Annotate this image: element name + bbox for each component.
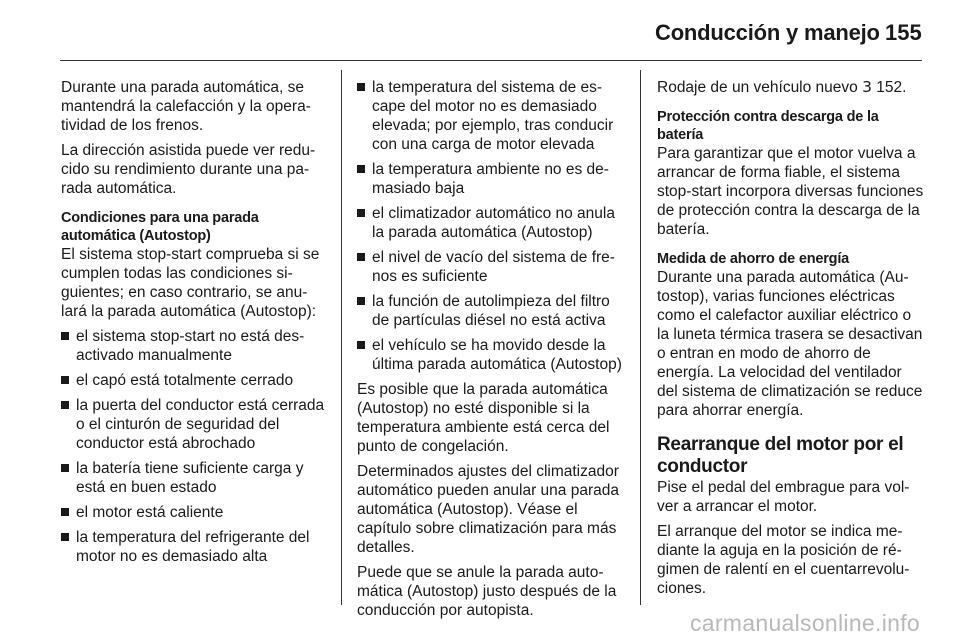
square-bullet-icon xyxy=(357,297,365,305)
list-item-text: la temperatura ambiente no es demasiado baja xyxy=(372,161,609,197)
page-header xyxy=(0,0,960,62)
paragraph: Es posible que la parada automática (Autostop) no esté disponible si la temperatura ambiente está cerca del punto de congelación. xyxy=(357,381,610,455)
list-item-text: el capó está totalmente cerrado xyxy=(76,372,294,389)
page-number: 155 xyxy=(885,20,922,45)
square-bullet-icon xyxy=(357,341,365,349)
square-bullet-icon xyxy=(357,253,365,261)
column-3 xyxy=(657,78,925,604)
list-item-text: el vehículo se ha movido desde la última parada automática (Autostop) xyxy=(372,337,622,373)
paragraph xyxy=(657,78,925,97)
page-reference-arrow-icon[interactable]: 3 xyxy=(862,78,872,96)
section-heading: Medida de ahorro de energía xyxy=(657,251,850,267)
list-item xyxy=(357,292,627,330)
list-item xyxy=(357,204,627,242)
column-divider-2 xyxy=(640,70,641,605)
list-item xyxy=(61,528,327,566)
list-item-text: la puerta del conductor está cerrada o el cinturón de seguridad del conductor está abrochado xyxy=(76,397,325,452)
list-item xyxy=(61,503,327,522)
paragraph: El arranque del motor se indica mediante la aguja en la posición de régimen de ralentí en el cuentarrevoluciones. xyxy=(657,523,910,597)
square-bullet-icon xyxy=(357,209,365,217)
paragraph: Durante una parada automática, se mantendrá la calefacción y la operatividad de los frenos. xyxy=(61,79,311,134)
list-item-text: el sistema stop-start no está desactivado manualmente xyxy=(76,328,305,364)
list-item-text: el motor está caliente xyxy=(76,504,224,521)
square-bullet-icon xyxy=(61,464,69,472)
condition-list-continued xyxy=(357,78,627,374)
header-divider xyxy=(60,60,922,61)
list-item-text: la batería tiene suficiente carga y está en buen estado xyxy=(76,460,304,496)
paragraph: Determinados ajustes del climatizador automático pueden anular una parada automática (Autostop). Véase el capítulo sobre climatización para más detalles. xyxy=(357,463,619,556)
paragraph: Durante una parada automática (Autostop), varias funciones eléctricas como el calefactor auxiliar eléctrico o la luneta térmica trasera se desactivan o entran en modo de ahorro de energía. La velocidad del ventilador del sistema de climatización se reduce para ahorrar energía. xyxy=(657,269,923,419)
list-item-text: la temperatura del sistema de escape del motor no es demasiado elevada; por ejemplo, tras conducir con una carga de motor elevada xyxy=(372,79,614,153)
list-item xyxy=(357,160,627,198)
list-item-text: la temperatura del refrigerante del motor no es demasiado alta xyxy=(76,529,310,565)
section-heading: Condiciones para una parada automática (Autostop) xyxy=(61,210,259,244)
list-item xyxy=(61,327,327,365)
section-heading: Protección contra descarga de la batería xyxy=(657,109,879,143)
paragraph: El sistema stop-start comprueba si se cumplen todas las condiciones siguientes; en caso contrario, se anulará la parada automática (Autostop): xyxy=(61,246,320,320)
list-item-text: la función de autolimpieza del filtro de partículas diésel no está activa xyxy=(372,293,610,329)
watermark: carmanualsonline.info xyxy=(689,610,920,636)
paragraph: La dirección asistida puede ver reducido su rendimiento durante una parada automática. xyxy=(61,142,316,197)
cross-reference-text: Rodaje de un vehículo nuevo xyxy=(657,79,858,96)
paragraph: Para garantizar que el motor vuelva a arrancar de forma fiable, el sistema stop-start incorpora diversas funciones de protección contra la descarga de la batería. xyxy=(657,145,924,238)
square-bullet-icon xyxy=(61,332,69,340)
column-2 xyxy=(357,78,627,626)
page-title: Conducción y manejo xyxy=(655,20,880,45)
square-bullet-icon xyxy=(61,376,69,384)
list-item-text: el climatizador automático no anula la parada automática (Autostop) xyxy=(372,205,615,241)
square-bullet-icon xyxy=(61,533,69,541)
list-item xyxy=(61,371,327,390)
square-bullet-icon xyxy=(61,401,69,409)
square-bullet-icon xyxy=(357,165,365,173)
square-bullet-icon xyxy=(61,508,69,516)
page-reference-link[interactable]: 152. xyxy=(876,79,907,96)
list-item xyxy=(357,336,627,374)
square-bullet-icon xyxy=(357,83,365,91)
paragraph: Puede que se anule la parada automática (Autostop) justo después de la conducción por autopista. xyxy=(357,564,617,619)
list-item-text: el nivel de vacío del sistema de frenos es suficiente xyxy=(372,249,615,285)
list-item xyxy=(357,78,627,154)
list-item xyxy=(61,459,327,497)
list-item xyxy=(61,396,327,453)
list-item xyxy=(357,248,627,286)
condition-list xyxy=(61,327,327,566)
column-1 xyxy=(61,78,327,572)
column-divider-1 xyxy=(341,70,342,605)
paragraph: Pise el pedal del embrague para volver a arrancar el motor. xyxy=(657,479,910,515)
major-heading: Rearranque del motor por el conductor xyxy=(657,434,904,477)
